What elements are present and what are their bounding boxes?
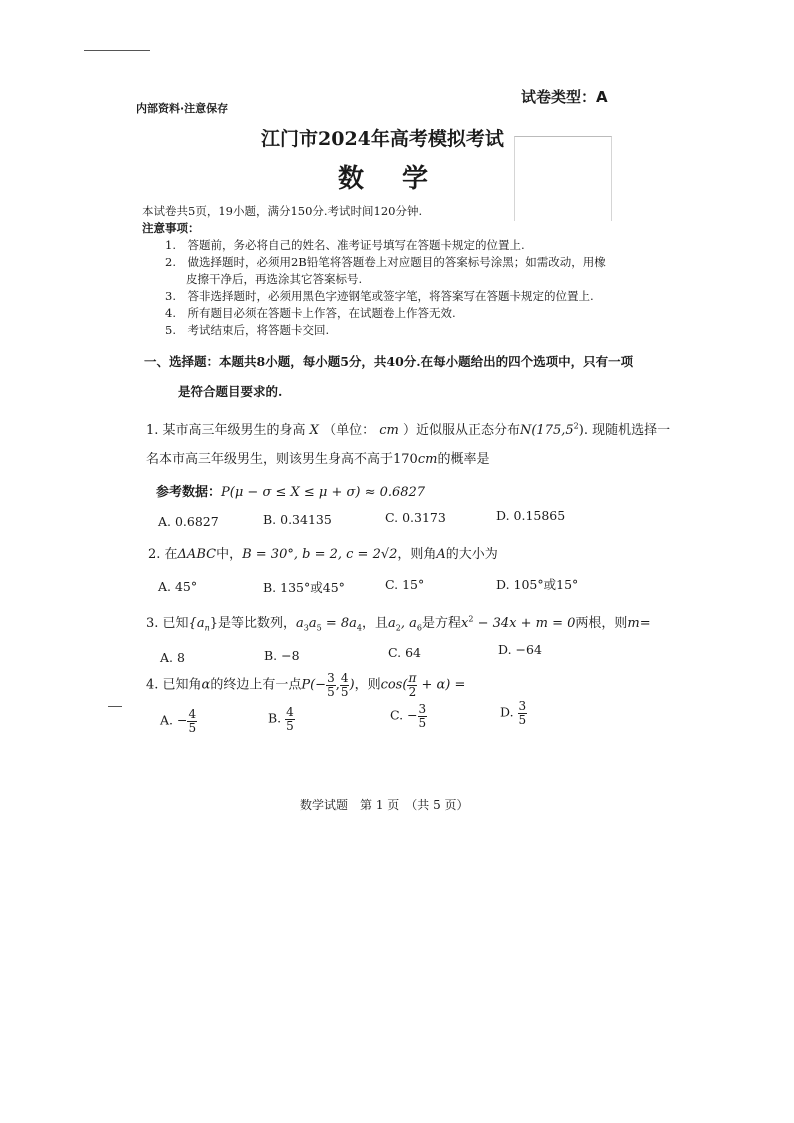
section1-heading: 一、选择题：本题共8小题，每小题5分，共40分.在每小题给出的四个选项中，只有一项 [144, 354, 634, 369]
q3-option-d: D. −64 [498, 642, 542, 657]
fraction-3-5: $\frac{3}{5}$ [327, 671, 335, 699]
question-1-line2: 名本市高三年级男生，则该男生身高不高于170cm的概率是 [146, 452, 490, 467]
paper-type-label: 试卷类型：A [521, 88, 608, 106]
q2-option-a: A. 45° [158, 579, 198, 594]
page-footer: 数学试题 第 1 页 （共 5 页） [300, 798, 469, 812]
question-3: 3. 已知$\{a_n\}$是等比数列，$a_3a_5 = 8a_4$，且$a_2$, $a_6$是方程$x^2 - 34x + m = 0$两根，则m= [146, 614, 651, 633]
fraction-4-5: $\frac{4}{5}$ [340, 671, 349, 699]
intro-text: 本试卷共5页，19小题，满分150分.考试时间120分钟. [142, 204, 423, 218]
note-item: 1. 答题前，务必将自己的姓名、准考证号填写在答题卡规定的位置上. [165, 238, 525, 252]
q4-option-b: B. $\frac{4}{5}$ [268, 705, 294, 733]
question-1-reference: 参考数据：P(μ − σ ≤ X ≤ μ + σ) ≈ 0.6827 [156, 485, 426, 500]
confidential-label: 内部资料·注意保存 [136, 102, 229, 115]
q1-option-a: A. 0.6827 [158, 514, 219, 529]
q1-option-d: D. 0.15865 [496, 508, 566, 523]
subject-title: 数 学 [338, 164, 435, 194]
notes-title: 注意事项： [142, 221, 200, 235]
question-4: 4. 已知角α的终边上有一点P(− $\frac{3}{5}$ , $\frac{4}{5}$ )，则cos( $\frac{\pi}{2}$ + α) = [146, 671, 466, 699]
scan-artifact-left [108, 706, 122, 707]
q2-option-b: B. 135°或45° [263, 580, 345, 595]
q3-option-b: B. −8 [264, 648, 300, 663]
note-item: 皮擦干净后，再选涂其它答案标号. [186, 272, 363, 286]
note-item: 4. 所有题目必须在答题卡上作答，在试题卷上作答无效. [165, 306, 456, 320]
q4-option-a: A. − $\frac{4}{5}$ [160, 707, 197, 735]
exam-title: 江门市2024年高考模拟考试 [261, 128, 504, 150]
note-item: 5. 考试结束后，将答题卡交回. [165, 323, 330, 337]
note-item: 2. 做选择题时，必须用2B铅笔将答题卷上对应题目的答案标号涂黑；如需改动，用橡 [165, 255, 606, 269]
q2-option-c: C. 15° [385, 577, 425, 592]
question-1-line1: 1. 某市高三年级男生的身高 X （单位： cm ）近似服从正态分布N(175,5$^2$). 现随机选择一 [146, 421, 671, 438]
q3-option-a: A. 8 [160, 650, 185, 665]
scan-artifact-top [84, 50, 150, 51]
q4-option-d: D. $\frac{3}{5}$ [500, 699, 527, 727]
q1-option-c: C. 0.3173 [385, 510, 446, 525]
fraction-pi-2: $\frac{\pi}{2}$ [408, 671, 417, 699]
question-2: 2. 在ΔABC中，B = 30°, b = 2, c = 2√2，则角A的大小为 [148, 547, 498, 562]
q3-option-c: C. 64 [388, 645, 421, 660]
q1-option-b: B. 0.34135 [263, 512, 332, 527]
note-item: 3. 答非选择题时，必须用黑色字迹钢笔或签字笔，将答案写在答题卡规定的位置上. [165, 289, 594, 303]
stamp-box [514, 136, 612, 221]
section1-heading-cont: 是符合题目要求的. [178, 384, 283, 399]
q4-option-c: C. − $\frac{3}{5}$ [390, 702, 427, 730]
q2-option-d: D. 105°或15° [496, 577, 579, 592]
